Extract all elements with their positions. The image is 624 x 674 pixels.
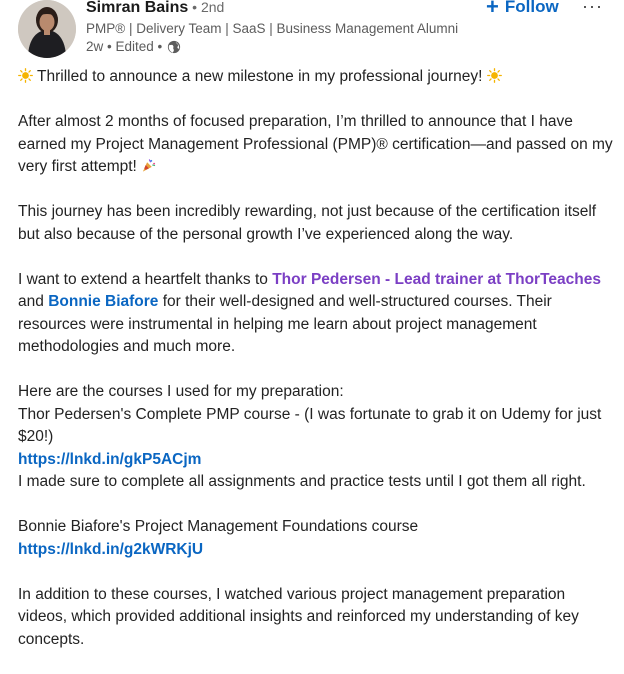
author-headline: PMP® | Delivery Team | SaaS | Business Management Alumni [86,21,459,36]
author-name-line [86,0,224,17]
mention-thor-pedersen[interactable]: Thor Pedersen - Lead trainer at ThorTeaches [272,270,601,288]
post-paragraph-last: In addition to these courses, I watched various project management preparation videos, which provided additional insights and reinforced my understanding of key concepts. [18,585,579,648]
post-paragraph-3 [18,269,618,359]
post-meta [86,39,181,54]
follow-button[interactable] [486,0,559,17]
plus-icon: + [486,0,499,19]
mention-bonnie-biafore[interactable]: Bonnie Biafore [48,293,159,310]
more-options-button[interactable]: ··· [582,0,603,16]
sun-emoji-icon [18,68,33,83]
avatar[interactable] [18,0,76,58]
party-popper-icon [141,158,156,173]
connection-degree: • 2nd [188,0,225,15]
post-time: 2w • Edited • [86,39,163,54]
author-name[interactable]: Simran Bains [86,0,189,16]
course-1-note: I made sure to complete all assignments and practice tests until I got them all right. [18,473,586,490]
course-2-link[interactable]: https://lnkd.in/g2kWRKjU [18,540,204,558]
courses-intro: Here are the courses I used for my preparation: [18,383,344,400]
course-2-section [18,516,618,561]
paragraph-3-end: for their well-designed and well-structured courses. Their resources were instrumental in helping me learn about project management methodologies and much more. [18,293,552,355]
globe-icon [167,40,181,54]
post-body [18,66,618,674]
post-paragraph-1 [18,111,618,179]
paragraph-3-and: and [18,293,44,310]
course-1-text: Thor Pedersen's Complete PMP course - (I was fortunate to grab it on Udemy for just $20!) [18,405,602,445]
intro-text: Thrilled to announce a new milestone in my professional journey! [37,68,483,85]
course-1-link[interactable]: https://lnkd.in/gkP5ACjm [18,450,202,468]
courses-section [18,381,618,494]
follow-label: Follow [504,0,559,16]
post-header [0,0,624,64]
post-intro [18,66,618,89]
avatar-photo [18,0,76,58]
sun-emoji-icon [487,68,502,83]
paragraph-1-text: After almost 2 months of focused preparation, I’m thrilled to announce that I have earned my Project Management Professional (PMP)® certification—and passed on my very first attempt! [18,113,613,175]
post-paragraph-2: This journey has been incredibly rewarding, not just because of the certification itself but also because of the personal growth I’ve experienced along the way. [18,203,597,243]
paragraph-3-start: I want to extend a heartfelt thanks to [18,270,268,288]
course-2-text: Bonnie Biafore's Project Management Foundations course [18,518,419,535]
